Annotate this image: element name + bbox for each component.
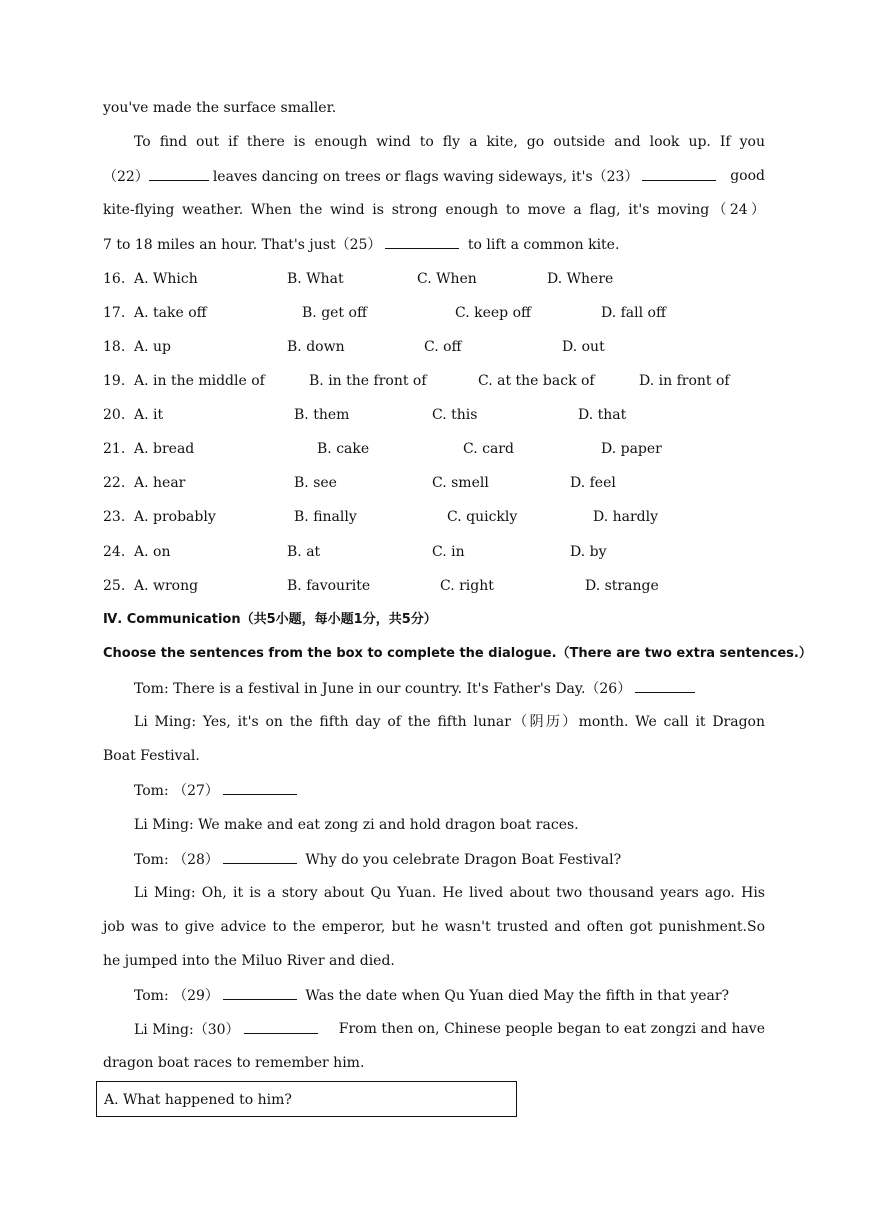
dialogue-text: Tom: （27）: [134, 783, 219, 799]
option-d: D. by: [570, 544, 607, 560]
question-number: 25.: [103, 578, 126, 594]
option-c: C. right: [440, 578, 494, 594]
passage-line: you've made the surface smaller.: [103, 100, 337, 116]
option-b: B. What: [287, 271, 344, 287]
sentence-options-box: [96, 1081, 517, 1117]
option-d: D. that: [578, 407, 627, 423]
dialogue-line: dragon boat races to remember him.: [103, 1055, 365, 1071]
option-b: B. finally: [294, 509, 357, 525]
dialogue-line: Li Ming: Oh, it is a story about Qu Yuan. He lived about two thousand years ago. His: [134, 885, 765, 901]
question-number: 17.: [103, 305, 126, 321]
question-number: 22.: [103, 475, 126, 491]
option-c: C. When: [417, 271, 477, 287]
option-a: A. Which: [134, 271, 198, 287]
dialogue-text: Was the date when Qu Yuan died May the fifth in that year?: [305, 988, 730, 1004]
dialogue-text: Li Ming:（30）: [134, 1022, 240, 1038]
option-b: B. cake: [317, 441, 370, 457]
answer-blank: [385, 234, 459, 249]
passage-line: kite-flying weather. When the wind is strong enough to move a flag, it's moving（24）: [103, 202, 765, 218]
option-a: A. wrong: [134, 578, 199, 594]
answer-blank: [223, 985, 297, 1000]
option-sentence: A. What happened to him?: [104, 1092, 292, 1108]
passage-text: good: [730, 168, 765, 184]
option-a: A. on: [134, 544, 171, 560]
dialogue-line: [134, 985, 765, 1006]
option-d: D. strange: [585, 578, 659, 594]
question-number: 19.: [103, 373, 126, 389]
dialogue-text: Tom: There is a festival in June in our country. It's Father's Day.（26）: [134, 681, 632, 697]
dialogue-text: From then on, Chinese people began to eat zongzi and have: [338, 1021, 765, 1037]
option-b: B. get off: [302, 305, 367, 321]
dialogue-line: he jumped into the Miluo River and died.: [103, 953, 395, 969]
option-b: B. favourite: [287, 578, 371, 594]
option-d: D. feel: [570, 475, 616, 491]
passage-text: to lift a common kite.: [467, 237, 620, 253]
dialogue-line: Li Ming: We make and eat zong zi and hold dragon boat races.: [134, 817, 579, 833]
blank-number: （22）: [103, 169, 149, 185]
dialogue-text: Tom: （28）: [134, 852, 219, 868]
option-d: D. fall off: [601, 305, 666, 321]
dialogue-line: Boat Festival.: [103, 748, 200, 764]
answer-blank: [223, 780, 297, 795]
passage-text: 7 to 18 miles an hour. That's just（25）: [103, 237, 382, 253]
option-a: A. up: [134, 339, 171, 355]
question-number: 23.: [103, 509, 126, 525]
option-b: B. see: [294, 475, 337, 491]
option-a: A. in the middle of: [134, 373, 265, 389]
dialogue-line: [134, 849, 765, 870]
dialogue-text: Why do you celebrate Dragon Boat Festival?: [305, 852, 622, 868]
option-d: D. hardly: [593, 509, 659, 525]
question-number: 24.: [103, 544, 126, 560]
option-b: B. down: [287, 339, 345, 355]
dialogue-line: [134, 1019, 765, 1040]
passage-line: [103, 234, 765, 255]
dialogue-line: job was to give advice to the emperor, but he wasn't trusted and often got punishment.So: [103, 919, 765, 935]
section-instruction: Choose the sentences from the box to complete the dialogue.（There are two extra sentences.）: [103, 646, 812, 661]
question-number: 18.: [103, 339, 126, 355]
answer-blank: [223, 849, 297, 864]
option-a: A. bread: [134, 441, 195, 457]
option-b: B. in the front of: [309, 373, 427, 389]
option-d: D. out: [562, 339, 605, 355]
option-a: A. it: [134, 407, 164, 423]
dialogue-line: Li Ming: Yes, it's on the fifth day of the fifth lunar（阴历）month. We call it Dragon: [134, 714, 765, 730]
answer-blank: [642, 166, 716, 181]
option-c: C. at the back of: [478, 373, 595, 389]
passage-line: To find out if there is enough wind to fly a kite, go outside and look up. If you: [134, 134, 765, 150]
answer-blank: [244, 1019, 318, 1034]
option-d: D. Where: [547, 271, 614, 287]
passage-text: leaves dancing on trees or flags waving sideways, it's（23）: [212, 169, 639, 185]
section-heading: Ⅳ. Communication（共5小题，每小题1分，共5分）: [103, 612, 437, 627]
option-c: C. this: [432, 407, 478, 423]
option-a: A. take off: [134, 305, 207, 321]
question-number: 20.: [103, 407, 126, 423]
option-c: C. quickly: [447, 509, 518, 525]
dialogue-line: [134, 678, 765, 699]
option-c: C. off: [424, 339, 462, 355]
option-b: B. at: [287, 544, 321, 560]
option-b: B. them: [294, 407, 350, 423]
option-c: C. smell: [432, 475, 489, 491]
dialogue-text: Tom: （29）: [134, 988, 219, 1004]
option-a: A. hear: [134, 475, 186, 491]
answer-blank: [149, 166, 209, 181]
option-c: C. in: [432, 544, 465, 560]
question-number: 16.: [103, 271, 126, 287]
option-c: C. card: [463, 441, 514, 457]
option-c: C. keep off: [455, 305, 531, 321]
passage-line: [103, 166, 765, 187]
answer-blank: [635, 678, 695, 693]
option-d: D. in front of: [639, 373, 730, 389]
dialogue-line: [134, 780, 765, 801]
option-d: D. paper: [601, 441, 662, 457]
option-a: A. probably: [134, 509, 216, 525]
question-number: 21.: [103, 441, 126, 457]
